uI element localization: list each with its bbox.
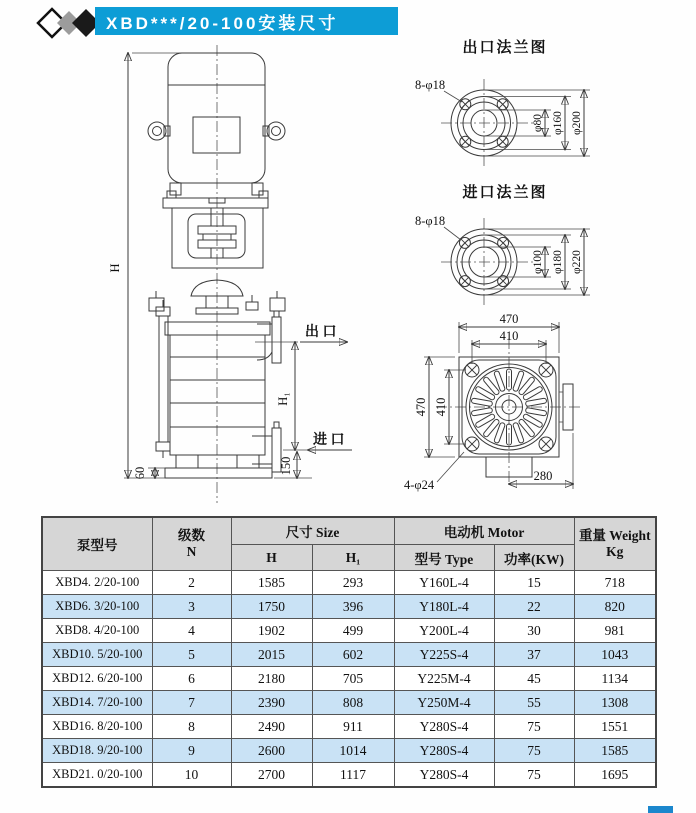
cell-value: 5: [152, 643, 231, 667]
cell-value: 718: [574, 571, 656, 595]
cell-value: 1585: [231, 571, 312, 595]
cell-pump-model: XBD6. 3/20-100: [42, 595, 152, 619]
motor-outline: [148, 53, 285, 195]
col-header-weight: [574, 517, 656, 571]
cell-value: Y160L-4: [394, 571, 494, 595]
cell-value: Y200L-4: [394, 619, 494, 643]
cell-value: 1551: [574, 715, 656, 739]
col-header-power: 功率(KW): [494, 545, 574, 571]
base-plate-view: [404, 312, 582, 492]
cell-pump-model: XBD21. 0/20-100: [42, 763, 152, 788]
outlet-label: 出 口: [305, 325, 337, 340]
cell-value: 2180: [231, 667, 312, 691]
stages-cn: 级数: [178, 528, 205, 544]
cell-value: 705: [312, 667, 394, 691]
spec-table-wrap: [41, 516, 657, 788]
cell-value: 293: [312, 571, 394, 595]
cell-value: 7: [152, 691, 231, 715]
dim-410-left: 410: [434, 397, 448, 417]
dim-60: 60: [133, 466, 147, 480]
pump-elevation-view: [108, 45, 352, 503]
col-group-size: 尺寸 Size: [231, 517, 394, 545]
cell-value: 2390: [231, 691, 312, 715]
cell-value: 37: [494, 643, 574, 667]
cell-value: 45: [494, 667, 574, 691]
cell-value: 2490: [231, 715, 312, 739]
spec-table: [41, 516, 657, 788]
cell-value: 1695: [574, 763, 656, 788]
table-row: [42, 763, 656, 788]
cell-pump-model: XBD14. 7/20-100: [42, 691, 152, 715]
cell-value: Y180L-4: [394, 595, 494, 619]
dim-phi160: φ160: [552, 111, 564, 135]
outlet-flange-title: 出口法兰图: [462, 40, 548, 56]
dim-phi200: φ200: [571, 111, 583, 135]
cell-value: 55: [494, 691, 574, 715]
cell-value: Y280S-4: [394, 739, 494, 763]
stages-en: N: [186, 544, 197, 559]
cell-value: 9: [152, 739, 231, 763]
cell-pump-model: XBD4. 2/20-100: [42, 571, 152, 595]
cell-value: 75: [494, 715, 574, 739]
col-group-motor: 电动机 Motor: [394, 517, 574, 545]
cell-value: 1585: [574, 739, 656, 763]
col-header-stages: [152, 517, 231, 571]
cell-value: 981: [574, 619, 656, 643]
cell-pump-model: XBD18. 9/20-100: [42, 739, 152, 763]
cell-value: 6: [152, 667, 231, 691]
weight-unit: Kg: [606, 544, 624, 559]
table-row: [42, 571, 656, 595]
dim-phi220: φ220: [571, 250, 583, 274]
col-header-h: H: [231, 545, 312, 571]
cell-value: 2700: [231, 763, 312, 788]
dim-470-left: 470: [414, 397, 428, 417]
cell-value: 820: [574, 595, 656, 619]
outlet-bolt-callout: 8-φ18: [415, 78, 446, 92]
cell-value: 1014: [312, 739, 394, 763]
cell-pump-model: XBD8. 4/20-100: [42, 619, 152, 643]
table-row: [42, 619, 656, 643]
inlet-bolt-callout: 8-φ18: [415, 214, 446, 228]
cell-value: 75: [494, 763, 574, 788]
dim-H1: H₁: [276, 392, 290, 406]
cell-pump-model: XBD16. 8/20-100: [42, 715, 152, 739]
cell-value: 911: [312, 715, 394, 739]
cell-value: 602: [312, 643, 394, 667]
col-header-pump-model: 泵型号: [42, 517, 152, 571]
dim-phi180: φ180: [552, 250, 564, 274]
inlet-label: 进 口: [313, 433, 345, 448]
base-bolt-callout: 4-φ24: [404, 478, 435, 492]
pump-casing: [156, 295, 270, 458]
cell-value: 10: [152, 763, 231, 788]
cell-value: 2600: [231, 739, 312, 763]
table-row: [42, 643, 656, 667]
table-row: [42, 739, 656, 763]
cell-value: 2: [152, 571, 231, 595]
table-row: [42, 715, 656, 739]
cell-pump-model: XBD10. 5/20-100: [42, 643, 152, 667]
cell-value: 808: [312, 691, 394, 715]
cell-value: Y280S-4: [394, 763, 494, 788]
dim-phi100: φ100: [532, 250, 544, 274]
table-row: [42, 691, 656, 715]
cell-value: Y250M-4: [394, 691, 494, 715]
weight-cn: 重量 Weight: [578, 528, 651, 544]
cell-value: 15: [494, 571, 574, 595]
inlet-flange-view: [415, 183, 590, 306]
dim-150: 150: [279, 456, 293, 476]
col-header-type: 型号 Type: [394, 545, 494, 571]
cell-value: Y280S-4: [394, 715, 494, 739]
col-header-h1: H₁: [312, 545, 394, 571]
cell-value: Y225M-4: [394, 667, 494, 691]
dim-410-top: 410: [499, 329, 519, 343]
coupling-lantern: [163, 191, 268, 268]
cell-value: 3: [152, 595, 231, 619]
table-row: [42, 667, 656, 691]
cell-value: 8: [152, 715, 231, 739]
cell-value: 4: [152, 619, 231, 643]
cell-value: 1043: [574, 643, 656, 667]
inlet-flange-title: 进口法兰图: [462, 185, 548, 201]
dim-280: 280: [533, 469, 553, 483]
cell-value: 499: [312, 619, 394, 643]
dim-470-top: 470: [499, 312, 519, 326]
cell-value: 1134: [574, 667, 656, 691]
pump-base: [165, 455, 272, 478]
cell-value: 396: [312, 595, 394, 619]
cell-value: 30: [494, 619, 574, 643]
cell-value: 1750: [231, 595, 312, 619]
outlet-flange-view: [415, 38, 590, 167]
dim-phi80: φ80: [532, 113, 544, 133]
page-title: XBD***/20-100安装尺寸: [106, 13, 339, 33]
cell-value: 1902: [231, 619, 312, 643]
cell-value: 22: [494, 595, 574, 619]
cell-value: 1117: [312, 763, 394, 788]
cell-value: 75: [494, 739, 574, 763]
page-corner-chip: [648, 806, 673, 813]
cell-value: 2015: [231, 643, 312, 667]
spec-table-body: [42, 571, 656, 788]
cell-value: Y225S-4: [394, 643, 494, 667]
cell-value: 1308: [574, 691, 656, 715]
dim-H: H: [108, 263, 122, 273]
table-row: [42, 595, 656, 619]
cell-pump-model: XBD12. 6/20-100: [42, 667, 152, 691]
